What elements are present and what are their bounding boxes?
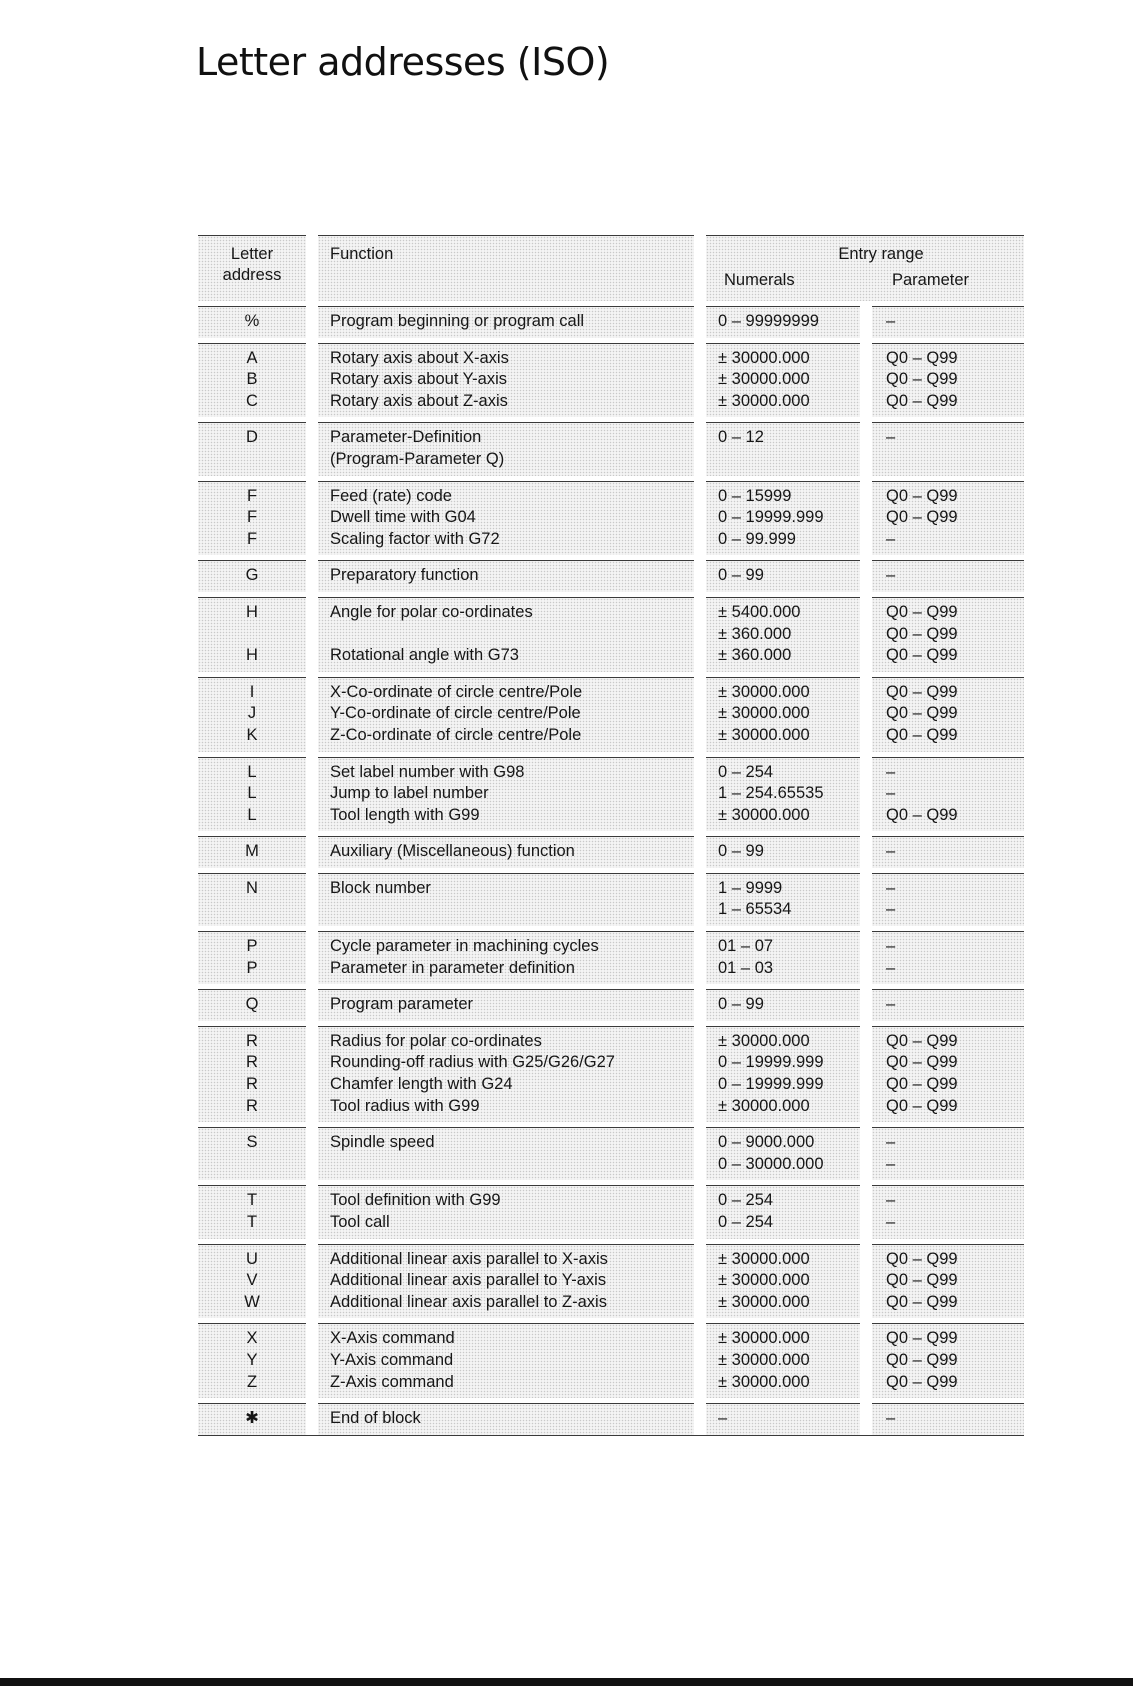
- row-function: Tool definition with G99 Tool call: [318, 1185, 694, 1238]
- row-parameter: – – Q0 – Q99: [872, 757, 1024, 832]
- row-parameter: – –: [872, 1127, 1024, 1180]
- row-numerals: 0 – 12: [706, 422, 860, 475]
- row-function: Cycle parameter in machining cycles Parameter in parameter definition: [318, 931, 694, 984]
- row-function: Set label number with G98 Jump to label number Tool length with G99: [318, 757, 694, 832]
- page-bottom-bar: [0, 1678, 1133, 1686]
- row-parameter: –: [872, 1403, 1024, 1435]
- row-function: Parameter-Definition (Program-Parameter Q): [318, 422, 694, 475]
- row-function: Spindle speed: [318, 1127, 694, 1180]
- row-numerals: –: [706, 1403, 860, 1435]
- row-numerals: 0 – 254 0 – 254: [706, 1185, 860, 1238]
- row-letter: G: [198, 560, 306, 592]
- row-parameter: Q0 – Q99 Q0 – Q99 Q0 – Q99: [872, 1323, 1024, 1398]
- row-parameter: Q0 – Q99 Q0 – Q99 Q0 – Q99 Q0 – Q99: [872, 1026, 1024, 1122]
- row-parameter: Q0 – Q99 Q0 – Q99 Q0 – Q99: [872, 1244, 1024, 1319]
- row-function: Rotary axis about X-axis Rotary axis about Y-axis Rotary axis about Z-axis: [318, 343, 694, 418]
- row-parameter: –: [872, 560, 1024, 592]
- row-function: Angle for polar co-ordinates Rotational angle with G73: [318, 597, 694, 672]
- row-parameter: – –: [872, 873, 1024, 926]
- row-letter: A B C: [198, 343, 306, 418]
- row-function: Additional linear axis parallel to X-axis Additional linear axis parallel to Y-axis Additional linear axis parallel to Z-axis: [318, 1244, 694, 1319]
- row-function: X-Axis command Y-Axis command Z-Axis command: [318, 1323, 694, 1398]
- header-numerals: Numerals: [724, 271, 795, 289]
- row-letter: H H: [198, 597, 306, 672]
- row-parameter: – –: [872, 1185, 1024, 1238]
- row-parameter: Q0 – Q99 Q0 – Q99 Q0 – Q99: [872, 597, 1024, 672]
- row-letter: T T: [198, 1185, 306, 1238]
- header-function: Function: [318, 235, 694, 301]
- row-letter: N: [198, 873, 306, 926]
- row-numerals: 01 – 07 01 – 03: [706, 931, 860, 984]
- row-parameter: Q0 – Q99 Q0 – Q99 Q0 – Q99: [872, 677, 1024, 752]
- row-letter: D: [198, 422, 306, 475]
- row-letter: F F F: [198, 481, 306, 556]
- row-numerals: 0 – 9000.000 0 – 30000.000: [706, 1127, 860, 1180]
- row-function: Auxiliary (Miscellaneous) function: [318, 836, 694, 868]
- row-parameter: –: [872, 306, 1024, 338]
- row-numerals: 0 – 99: [706, 836, 860, 868]
- row-function: Program parameter: [318, 989, 694, 1021]
- row-numerals: 1 – 9999 1 – 65534: [706, 873, 860, 926]
- row-letter: ✱: [198, 1403, 306, 1435]
- row-letter: X Y Z: [198, 1323, 306, 1398]
- row-letter: L L L: [198, 757, 306, 832]
- row-function: Program beginning or program call: [318, 306, 694, 338]
- row-numerals: 0 – 99999999: [706, 306, 860, 338]
- row-numerals: ± 5400.000 ± 360.000 ± 360.000: [706, 597, 860, 672]
- header-parameter: Parameter: [892, 271, 970, 289]
- row-parameter: –: [872, 989, 1024, 1021]
- row-parameter: Q0 – Q99 Q0 – Q99 –: [872, 481, 1024, 556]
- letter-address-table: [198, 230, 1012, 1436]
- row-letter: P P: [198, 931, 306, 984]
- row-function: Preparatory function: [318, 560, 694, 592]
- row-parameter: –: [872, 422, 1024, 475]
- row-numerals: 0 – 254 1 – 254.65535 ± 30000.000: [706, 757, 860, 832]
- row-letter: M: [198, 836, 306, 868]
- row-parameter: –: [872, 836, 1024, 868]
- header-letter-address: Letter address: [198, 235, 306, 301]
- row-numerals: ± 30000.000 0 – 19999.999 0 – 19999.999 ± 30000.000: [706, 1026, 860, 1122]
- row-numerals: ± 30000.000 ± 30000.000 ± 30000.000: [706, 677, 860, 752]
- page-title: Letter addresses (ISO): [196, 40, 610, 84]
- row-numerals: ± 30000.000 ± 30000.000 ± 30000.000: [706, 1323, 860, 1398]
- row-letter: I J K: [198, 677, 306, 752]
- row-function: Radius for polar co-ordinates Rounding-off radius with G25/G26/G27 Chamfer length with G24 Tool radius with G99: [318, 1026, 694, 1122]
- row-function: Block number: [318, 873, 694, 926]
- table-bottom-rule: [198, 1435, 1024, 1436]
- row-numerals: ± 30000.000 ± 30000.000 ± 30000.000: [706, 343, 860, 418]
- row-function: Feed (rate) code Dwell time with G04 Scaling factor with G72: [318, 481, 694, 556]
- row-letter: U V W: [198, 1244, 306, 1319]
- row-numerals: 0 – 99: [706, 989, 860, 1021]
- row-letter: R R R R: [198, 1026, 306, 1122]
- row-letter: Q: [198, 989, 306, 1021]
- row-letter: %: [198, 306, 306, 338]
- row-numerals: ± 30000.000 ± 30000.000 ± 30000.000: [706, 1244, 860, 1319]
- row-numerals: 0 – 99: [706, 560, 860, 592]
- row-function: X-Co-ordinate of circle centre/Pole Y-Co-ordinate of circle centre/Pole Z-Co-ordinate of circle centre/Pole: [318, 677, 694, 752]
- row-function: End of block: [318, 1403, 694, 1435]
- row-parameter: – –: [872, 931, 1024, 984]
- row-numerals: 0 – 15999 0 – 19999.999 0 – 99.999: [706, 481, 860, 556]
- header-entry-range: [706, 235, 1024, 301]
- header-entry-range-title: Entry range: [838, 245, 924, 263]
- row-parameter: Q0 – Q99 Q0 – Q99 Q0 – Q99: [872, 343, 1024, 418]
- row-letter: S: [198, 1127, 306, 1180]
